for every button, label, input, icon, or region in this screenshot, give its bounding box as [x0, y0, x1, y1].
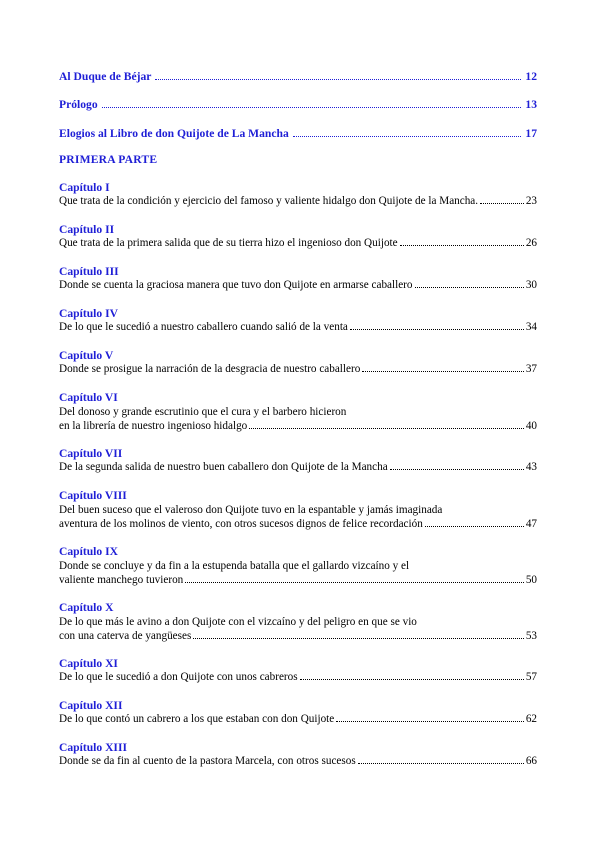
dot-leader — [480, 202, 524, 204]
chapter-entry[interactable] — [59, 264, 537, 291]
chapter-description: con una caterva de yangüeses — [59, 629, 192, 642]
chapter-page: 57 — [525, 671, 537, 683]
toc-entry-page: 17 — [525, 127, 537, 140]
part-heading: PRIMERA PARTE — [59, 153, 158, 166]
chapter-title[interactable]: Capítulo II — [59, 223, 115, 236]
chapter-description: Donde se cuenta la graciosa manera que tuvo don Quijote en armarse caballero — [59, 279, 413, 291]
chapter-page: 50 — [525, 573, 537, 586]
dot-leader — [362, 370, 524, 372]
chapter-description-row — [59, 420, 537, 432]
dot-leader — [350, 328, 524, 330]
toc-entry-al-duque[interactable] — [59, 70, 537, 83]
chapter-description: Que trata de la condición y ejercicio del famoso y valiente hidalgo don Quijote de la Mancha. — [59, 195, 479, 207]
chapter-page: 23 — [525, 195, 537, 207]
chapter-page: 62 — [525, 713, 537, 725]
chapter-page: 66 — [525, 755, 537, 767]
chapter-entry[interactable] — [59, 488, 537, 530]
chapter-description-row — [59, 630, 537, 642]
dot-leader — [425, 525, 524, 527]
toc-entry-title[interactable]: Prólogo — [59, 98, 98, 111]
chapter-title[interactable]: Capítulo VI — [59, 391, 118, 404]
chapter-entry[interactable] — [59, 544, 537, 586]
chapter-title[interactable]: Capítulo VIII — [59, 489, 127, 502]
chapter-description: Donde se da fin al cuento de la pastora Marcela, con otros sucesos — [59, 755, 356, 767]
chapter-description: en la librería de nuestro ingenioso hidalgo — [59, 419, 248, 432]
chapter-page: 26 — [525, 237, 537, 249]
dot-leader — [300, 678, 524, 680]
toc-entry-page: 13 — [525, 98, 537, 111]
dot-leader — [193, 637, 523, 639]
chapter-title[interactable]: Capítulo III — [59, 265, 119, 278]
chapter-description-row — [59, 518, 537, 530]
chapter-entry[interactable] — [59, 740, 537, 767]
toc-entry-title[interactable]: Elogios al Libro de don Quijote de La Mancha — [59, 127, 289, 140]
chapter-page: 40 — [525, 419, 537, 432]
chapter-entry[interactable] — [59, 656, 537, 683]
chapter-description-row — [59, 279, 537, 291]
chapter-entry[interactable] — [59, 698, 537, 725]
chapter-description: De lo que le sucedió a nuestro caballero cuando salió de la venta — [59, 321, 348, 333]
chapter-entry[interactable] — [59, 306, 537, 333]
chapter-description-line: De lo que más le avino a don Quijote con el vizcaíno y del peligro en que se vio — [59, 616, 417, 628]
chapter-description-row — [59, 461, 537, 473]
dot-leader — [293, 135, 522, 137]
dot-leader — [155, 78, 521, 80]
toc-entry-elogios[interactable] — [59, 127, 537, 140]
chapter-description: Donde se prosigue la narración de la desgracia de nuestro caballero — [59, 363, 361, 375]
chapter-title[interactable]: Capítulo I — [59, 181, 110, 194]
chapter-description-row — [59, 237, 537, 249]
dot-leader — [102, 106, 522, 108]
chapter-description-row — [59, 713, 537, 725]
chapter-title[interactable]: Capítulo IV — [59, 307, 118, 320]
chapter-page: 30 — [525, 279, 537, 291]
dot-leader — [249, 427, 524, 429]
toc-entry-page: 12 — [525, 70, 537, 83]
chapter-title[interactable]: Capítulo VII — [59, 447, 123, 460]
toc-entry-title[interactable]: Al Duque de Béjar — [59, 70, 152, 83]
chapter-page: 34 — [525, 321, 537, 333]
chapter-description: aventura de los molinos de viento, con otros sucesos dignos de felice recordación — [59, 517, 423, 530]
chapter-title[interactable]: Capítulo XII — [59, 699, 123, 712]
chapter-entry[interactable] — [59, 600, 537, 642]
chapter-title[interactable]: Capítulo XI — [59, 657, 118, 670]
chapter-description-row — [59, 195, 537, 207]
chapter-description-row — [59, 574, 537, 586]
chapter-description-line: Del buen suceso que el valeroso don Quijote tuvo en la espantable y jamás imaginada — [59, 504, 443, 516]
dot-leader — [336, 720, 524, 722]
chapter-description: De lo que contó un cabrero a los que estaban con don Quijote — [59, 713, 335, 725]
chapter-page: 37 — [525, 363, 537, 375]
dot-leader — [185, 581, 524, 583]
chapter-title[interactable]: Capítulo XIII — [59, 741, 127, 754]
chapter-description-row — [59, 321, 537, 333]
chapter-entry[interactable] — [59, 180, 537, 207]
chapter-description: Que trata de la primera salida que de su tierra hizo el ingenioso don Quijote — [59, 237, 398, 249]
chapter-description-row — [59, 363, 537, 375]
chapter-description: valiente manchego tuvieron — [59, 573, 184, 586]
dot-leader — [415, 286, 524, 288]
chapter-entry[interactable] — [59, 390, 537, 432]
chapter-entry[interactable] — [59, 446, 537, 473]
dot-leader — [390, 468, 524, 470]
chapter-title[interactable]: Capítulo V — [59, 349, 114, 362]
chapter-page: 47 — [525, 517, 537, 530]
chapter-description: De lo que le sucedió a don Quijote con unos cabreros — [59, 671, 298, 683]
chapter-description-row — [59, 755, 537, 767]
toc-entry-prologo[interactable] — [59, 98, 537, 111]
chapter-page: 43 — [525, 461, 537, 473]
dot-leader — [358, 762, 524, 764]
chapter-description-line: Del donoso y grande escrutinio que el cura y el barbero hicieron — [59, 406, 347, 418]
chapter-entry[interactable] — [59, 222, 537, 249]
chapter-description-row — [59, 671, 537, 683]
dot-leader — [400, 244, 524, 246]
chapter-title[interactable]: Capítulo X — [59, 601, 114, 614]
chapter-description: De la segunda salida de nuestro buen caballero don Quijote de la Mancha — [59, 461, 388, 473]
chapter-page: 53 — [525, 629, 537, 642]
chapter-description-line: Donde se concluye y da fin a la estupenda batalla que el gallardo vizcaíno y el — [59, 560, 410, 572]
chapter-entry[interactable] — [59, 348, 537, 375]
chapter-title[interactable]: Capítulo IX — [59, 545, 118, 558]
